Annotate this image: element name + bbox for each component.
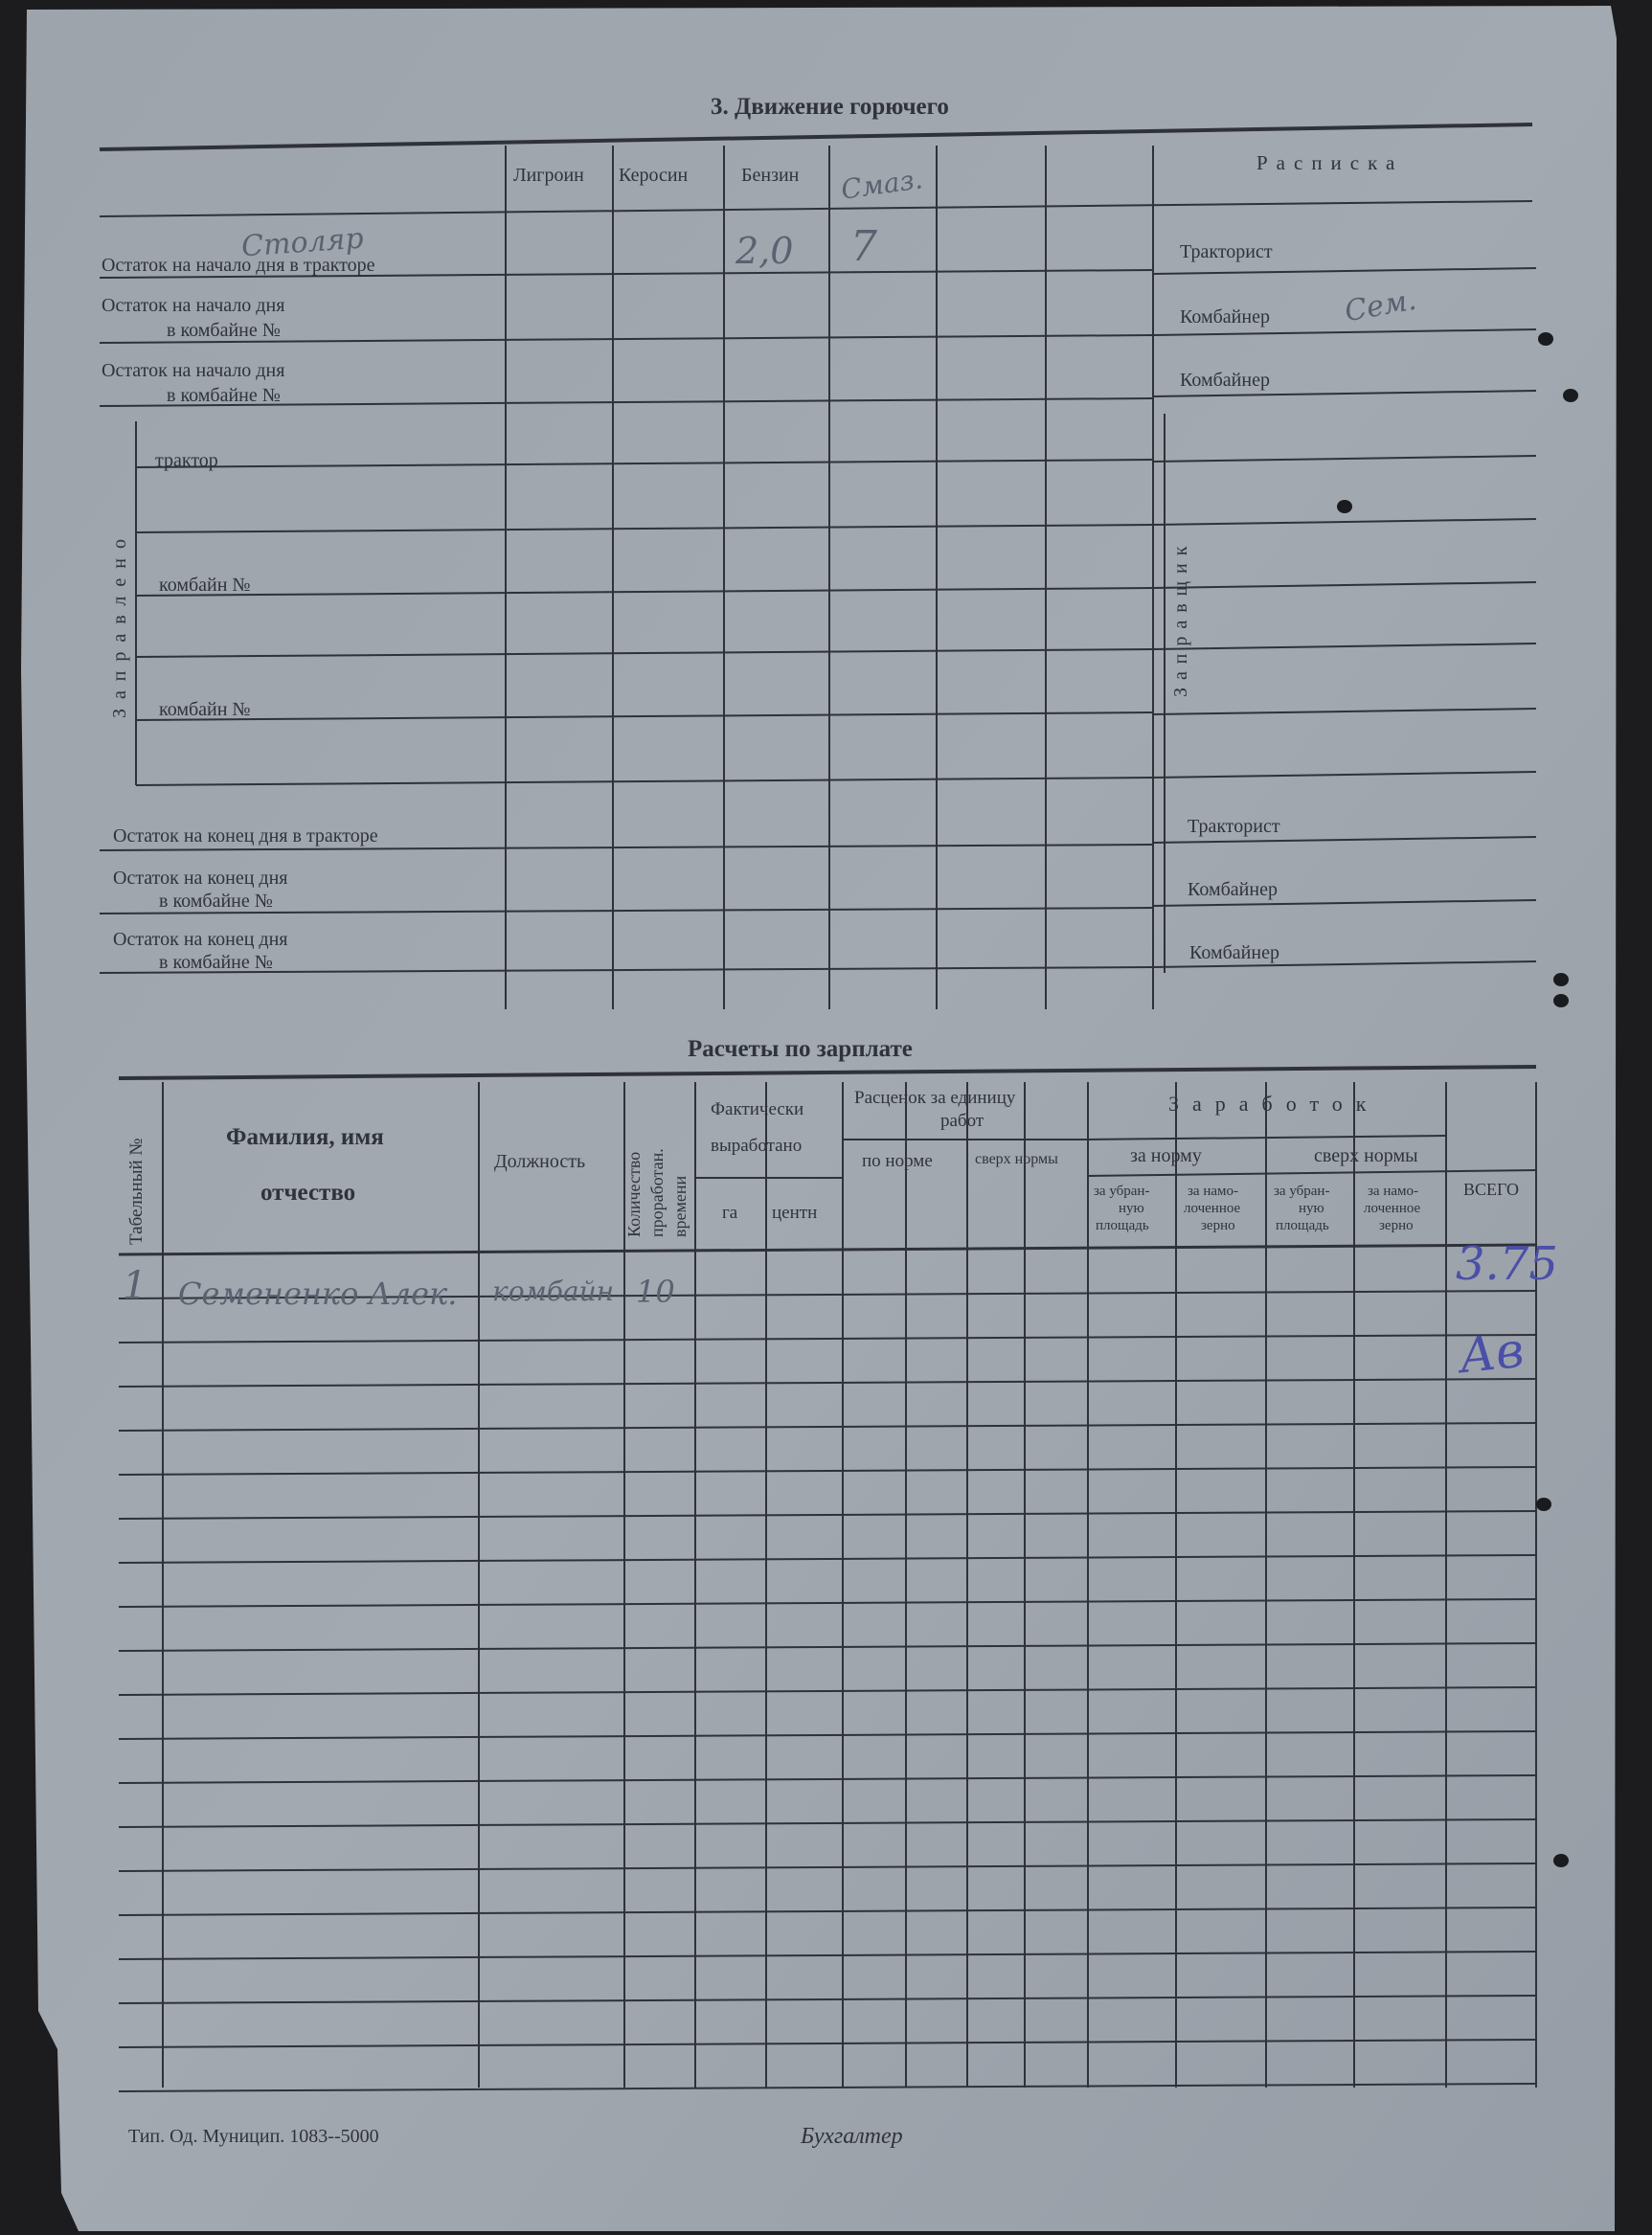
signer-combiner-4: Комбайнер [1189,942,1279,963]
row-end-combine-1: Остаток на конец дня [113,868,288,889]
hdr-grain-1: за намо- [1188,1184,1239,1199]
punch-hole [1553,1854,1569,1867]
signer-refueler: Заправщик [1170,538,1191,697]
hdr-grain-above-1: за намо- [1368,1184,1419,1199]
punch-hole [1536,1498,1551,1511]
row-end-tractor: Остаток на конец дня в тракторе [113,825,378,847]
handwritten-top-note: Столяр [239,221,365,264]
signer-combiner-3: Комбайнер [1188,879,1278,900]
hdr-area-1: за убран- [1094,1184,1150,1199]
handwritten-row1-name: Семененко Алек. [178,1276,458,1312]
hdr-hours-1: Количество [624,1151,644,1237]
hdr-above-norm: сверх нормы [975,1151,1058,1167]
hdr-area-3: площадь [1096,1218,1149,1233]
punch-hole [1553,973,1569,986]
row-end-combine-2-no: в комбайне № [159,952,273,973]
hdr-earn-norm: за норму [1130,1145,1202,1166]
hdr-actual-2: выработано [711,1136,803,1156]
row-end-combine-1-no: в комбайне № [159,891,273,912]
row-refuel-combine-2: комбайн № [159,699,251,720]
hdr-centn: центн [772,1203,818,1223]
col-gasoline: Бензин [741,165,800,186]
hdr-grain-3: зерно [1201,1218,1235,1233]
hdr-area-above-1: за убран- [1274,1184,1330,1199]
signer-tractorist-top: Тракторист [1180,241,1273,262]
row-refuel-combine-1: комбайн № [159,575,251,596]
row-start-combine-1: Остаток на начало дня [102,295,285,316]
handwritten-extra-col-head: Смаз. [839,163,925,206]
row-start-combine-1-no: в комбайне № [167,320,281,341]
hdr-total: ВСЕГО [1463,1180,1519,1199]
row-start-combine-2-no: в комбайне № [167,385,281,406]
hdr-name-2: отчество [260,1180,356,1206]
hdr-grain-above-2: лоченное [1364,1201,1421,1216]
signer-combiner-1: Комбайнер [1180,306,1270,327]
receipt-header: Расписка [1256,151,1404,174]
hdr-rate-1: Расценок за единицу [854,1088,1016,1108]
hdr-hours-2: проработан. [647,1148,667,1237]
hdr-by-norm: по норме [862,1151,933,1171]
row-refuel-tractor: трактор [155,450,218,471]
hdr-ha: га [722,1203,738,1223]
handwritten-gasoline: 2,0 [735,230,794,272]
handwritten-row1-signature: Ав [1457,1321,1527,1385]
handwritten-combiner-signature: Сем. [1342,282,1419,329]
punch-hole [1337,500,1352,513]
signer-combiner-2: Комбайнер [1180,370,1270,391]
hdr-rate-2: работ [940,1111,984,1131]
accountant-label: Бухгалтер [801,2124,903,2149]
punch-hole [1538,332,1553,346]
row-start-combine-2: Остаток на начало дня [102,360,285,381]
hdr-tab-no: Табельный № [126,1138,147,1245]
hdr-area-2: ную [1119,1201,1144,1216]
punch-hole [1563,389,1578,402]
hdr-actual-1: Фактически [711,1099,804,1119]
fuel-section-title: 3. Движение горючего [711,94,949,120]
refuel-group-label: Заправлено [109,530,130,718]
hdr-earn-above: сверх нормы [1314,1145,1418,1166]
row-start-tractor: Остаток на начало дня в тракторе [102,255,375,276]
hdr-area-above-3: площадь [1276,1218,1329,1233]
hdr-position: Должность [494,1151,586,1172]
hdr-name-1: Фамилия, имя [226,1124,384,1150]
signer-tractorist-bottom: Тракторист [1188,816,1280,837]
hdr-grain-2: лоченное [1184,1201,1241,1216]
hdr-hours-3: времени [670,1175,690,1237]
col-kerosene: Керосин [619,165,689,186]
col-ligroin: Лигроин [513,165,584,186]
row-end-combine-2: Остаток на конец дня [113,929,288,950]
handwritten-row1-tab: 1 [123,1264,147,1308]
punch-hole [1553,994,1569,1007]
handwritten-row1-position: комбайн [492,1276,615,1307]
hdr-area-above-2: ную [1299,1201,1324,1216]
salary-section-title: Расчеты по зарплате [688,1036,913,1062]
printer-mark: Тип. Од. Муницип. 1083--5000 [128,2126,379,2147]
hdr-earnings: Заработок [1168,1092,1380,1116]
handwritten-row1-total: 3.75 [1456,1237,1558,1291]
handwritten-extra-col-value: 7 [850,222,877,271]
hdr-grain-above-3: зерно [1379,1218,1414,1233]
handwritten-row1-hours: 10 [636,1274,675,1310]
